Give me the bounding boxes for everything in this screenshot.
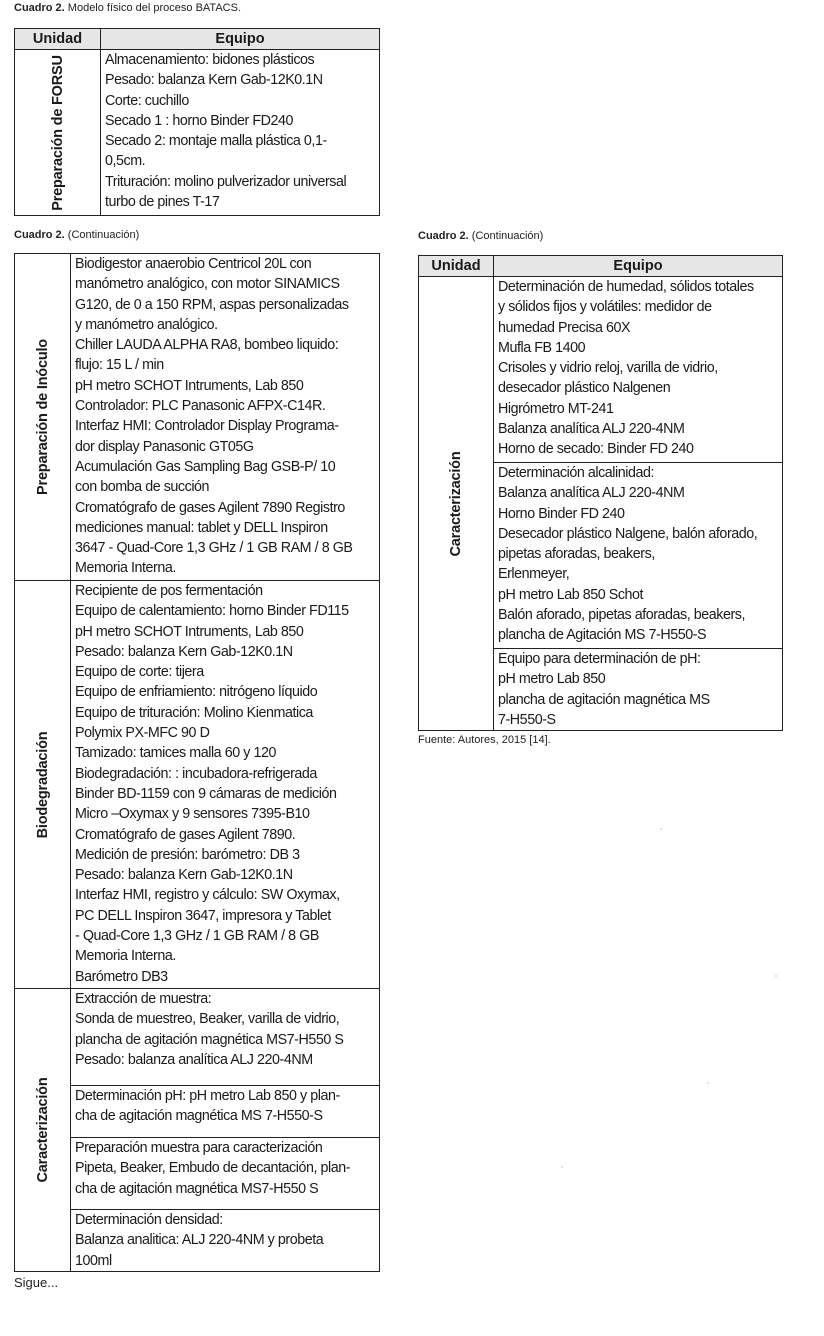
table2-unit-cell-caracterizacion [15, 989, 71, 1272]
equipment-line: pH metro SCHOT Intruments, Lab 850 [75, 623, 304, 640]
equipment-line: plancha de agitación magnética MS [498, 691, 710, 708]
equipment-line: Horno de secado: Binder FD 240 [498, 441, 694, 458]
equipment-line: pipetas aforadas, beakers, [498, 546, 655, 563]
equipment-line: Pesado: balanza Kern Gab-12K0.1N [75, 643, 293, 660]
equipment-line: Balanza analítica ALJ 220-4NM [498, 421, 685, 438]
equipment-line: Barómetro DB3 [75, 968, 168, 985]
equipment-line: y sólidos fijos y volátiles: medidor de [498, 299, 712, 316]
equipment-line: manómetro analógico, con motor SINAMICS [75, 276, 340, 293]
equipment-line: Desecador plástico Nalgene, balón aforado, [498, 525, 758, 542]
table3-unit-label: Caracterización [447, 451, 464, 557]
table3-caption [418, 229, 543, 243]
equipment-line: Binder BD-1159 con 9 cámaras de medición [75, 785, 337, 802]
table2-caption-label: Cuadro 2. [14, 229, 65, 241]
equipment-line: Mufla FB 1400 [498, 339, 586, 356]
equipment-line: Almacenamiento: bidones plásticos [105, 52, 315, 68]
table2-caption-text: (Continuación) [64, 229, 140, 241]
equipment-line: pH metro Lab 850 [498, 671, 606, 688]
equipment-line: plancha de Agitación MS 7-H550-S [498, 627, 707, 644]
table3-cell-alcalinidad [494, 463, 783, 649]
equipment-line: cha de agitación magnética MS 7-H550-S [75, 1108, 323, 1125]
table2-cell-densidad [71, 1210, 380, 1272]
equipment-line: Balanza analítica ALJ 220-4NM [498, 485, 685, 502]
equipment-line: PC DELL Inspiron 3647, impresora y Tablet [75, 907, 331, 924]
equipment-line: Determinación de humedad, sólidos totales [498, 279, 754, 295]
equipment-line: Pipeta, Beaker, Embudo de decantación, plan- [75, 1160, 351, 1177]
equipment-line: Cromatógrafo de gases Agilent 7890 Registro [75, 499, 345, 516]
equipment-line: Polymix PX-MFC 90 D [75, 725, 210, 742]
table2-cell-preparacion [71, 1138, 380, 1210]
equipment-line: - Quad-Core 1,3 GHz / 1 GB RAM / 8 GB [75, 928, 319, 945]
equipment-line: Extracción de muestra: [75, 991, 212, 1007]
equipment-line: Balón aforado, pipetas aforadas, beakers, [498, 607, 746, 624]
equipment-line: cha de agitación magnética MS7-H550 S [75, 1180, 319, 1197]
equipment-line: Crisoles y vidrio reloj, varilla de vidrio, [498, 360, 718, 377]
equipment-line: Cromatógrafo de gases Agilent 7890. [75, 826, 296, 843]
table1-caption-text: Modelo físico del proceso BATACS. [64, 2, 242, 14]
table1 [14, 28, 380, 216]
equipment-line: Trituración: molino pulverizador universal [105, 173, 347, 190]
equipment-line: Balanza analitica: ALJ 220-4NM y probeta [75, 1232, 324, 1249]
equipment-line: con bomba de succión [75, 479, 210, 496]
equipment-line: Medición de presión: barómetro: DB 3 [75, 846, 300, 863]
table1-header-unidad: Unidad [15, 29, 101, 50]
equipment-line: Equipo de corte: tijera [75, 664, 204, 681]
equipment-line: Equipo de calentamiento: horno Binder FD115 [75, 603, 349, 620]
table2-unit-label-caracterizacion: Caracterización [34, 1077, 51, 1183]
table2-unit-cell-inoculo [15, 254, 71, 581]
scan-speck [561, 1166, 563, 1168]
scan-speck [660, 828, 662, 830]
table2-unit-cell-biodegradacion [15, 581, 71, 989]
table2-unit-label-biodegradacion: Biodegradación [34, 731, 51, 838]
equipment-line: Secado 2: montaje malla plástica 0,1- [105, 133, 327, 150]
equipment-line: Sonda de muestreo, Beaker, varilla de vidrio, [75, 1011, 340, 1028]
scan-speck [707, 1082, 709, 1084]
equipment-line: Acumulación Gas Sampling Bag GSB-P/ 10 [75, 458, 336, 475]
equipment-line: desecador plástico Nalgenen [498, 380, 671, 397]
equipment-line: Tamizado: tamices malla 60 y 120 [75, 745, 276, 762]
equipment-line: Equipo para determinación de pH: [498, 651, 701, 667]
equipment-line: 7-H550-S [498, 711, 556, 728]
table2-cell-inoculo [71, 254, 380, 581]
equipment-line: pH metro Lab 850 Schot [498, 586, 644, 603]
table3-header-unidad: Unidad [419, 256, 494, 277]
equipment-line: Equipo de enfriamiento: nitrógeno líquido [75, 684, 318, 701]
equipment-line: Recipiente de pos fermentación [75, 583, 263, 599]
table3-unit-cell [419, 277, 494, 731]
equipment-line: Interfaz HMI: Controlador Display Programa- [75, 418, 339, 435]
table3-cell-ph [494, 649, 783, 731]
equipment-line: dor display Panasonic GT05G [75, 438, 254, 455]
equipment-line: Interfaz HMI, registro y cálculo: SW Oxymax, [75, 887, 340, 904]
equipment-line: Preparación muestra para caracterización [75, 1140, 323, 1156]
table3-source: Fuente: Autores, 2015 [14]. [418, 734, 551, 746]
table2-cell-biodegradacion [71, 581, 380, 989]
equipment-line: Horno Binder FD 240 [498, 505, 625, 522]
table3-caption-label: Cuadro 2. [418, 230, 469, 242]
scan-speck [775, 975, 777, 977]
equipment-line: G120, de 0 a 150 RPM, aspas personalizadas [75, 296, 349, 313]
equipment-line: Chiller LAUDA ALPHA RA8, bombeo liquido: [75, 337, 339, 354]
table1-caption-label: Cuadro 2. [14, 2, 65, 14]
equipment-line: Higrómetro MT-241 [498, 400, 614, 417]
table3-caption-text: (Continuación) [468, 230, 544, 242]
equipment-line: Micro –Oxymax y 9 sensores 7395-B10 [75, 806, 310, 823]
equipment-line: 100ml [75, 1252, 112, 1269]
table1-equipment-cell [101, 50, 380, 216]
equipment-line: flujo: 15 L / min [75, 357, 164, 374]
table3-header-equipo: Equipo [494, 256, 783, 277]
equipment-line: Pesado: balanza Kern Gab-12K0.1N [75, 867, 293, 884]
equipment-line: Determinación alcalinidad: [498, 465, 654, 481]
table2-cell-extraccion [71, 989, 380, 1086]
table2 [14, 253, 380, 1272]
table1-unit-label: Preparación de FORSU [49, 54, 66, 211]
equipment-line: Biodigestor anaerobio Centricol 20L con [75, 256, 312, 272]
equipment-line: Memoria Interna. [75, 948, 176, 965]
equipment-line: 0,5cm. [105, 153, 146, 170]
equipment-line: Corte: cuchillo [105, 92, 189, 109]
equipment-line: Determinación pH: pH metro Lab 850 y plan- [75, 1088, 340, 1104]
equipment-line: Equipo de trituración: Molino Kienmatica [75, 704, 313, 721]
table3-cell-humedad [494, 277, 783, 463]
table2-cell-ph [71, 1086, 380, 1138]
equipment-line: Pesado: balanza Kern Gab-12K0.1N [105, 72, 323, 89]
table1-unit-cell [15, 50, 101, 216]
table1-caption [14, 1, 241, 15]
table2-caption [14, 228, 139, 242]
equipment-line: 3647 - Quad-Core 1,3 GHz / 1 GB RAM / 8 GB [75, 540, 353, 557]
equipment-line: Controlador: PLC Panasonic AFPX-C14R. [75, 398, 326, 415]
table3 [418, 255, 783, 731]
equipment-line: Memoria Interna. [75, 560, 176, 577]
equipment-line: Biodegradación: : incubadora-refrigerada [75, 765, 317, 782]
equipment-line: turbo de pines T-17 [105, 194, 220, 211]
equipment-line: Determinación densidad: [75, 1212, 223, 1228]
equipment-line: y manómetro analógico. [75, 316, 218, 333]
equipment-line: plancha de agitación magnética MS7-H550 S [75, 1031, 344, 1048]
table1-header-equipo: Equipo [101, 29, 380, 50]
equipment-line: humedad Precisa 60X [498, 319, 631, 336]
equipment-line: Secado 1 : horno Binder FD240 [105, 112, 294, 129]
table2-unit-label-inoculo: Preparación de Inóculo [34, 339, 51, 495]
equipment-line: mediciones manual: tablet y DELL Inspiron [75, 519, 328, 536]
equipment-line: pH metro SCHOT Intruments, Lab 850 [75, 377, 304, 394]
equipment-line: Pesado: balanza analítica ALJ 220-4NM [75, 1051, 313, 1068]
table2-footer: Sigue... [14, 1275, 59, 1290]
equipment-line: Erlenmeyer, [498, 566, 570, 583]
